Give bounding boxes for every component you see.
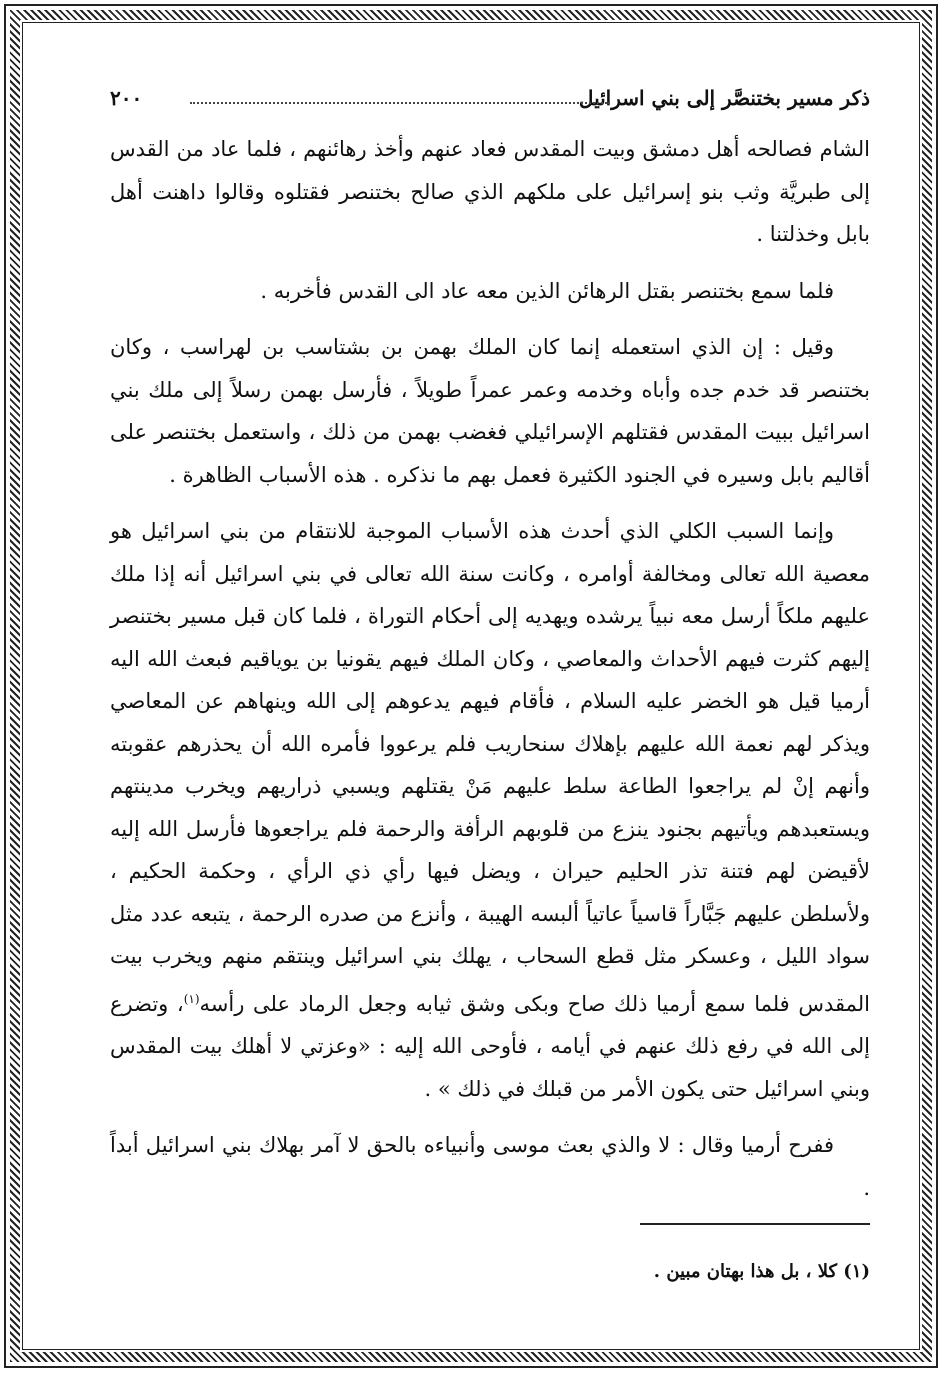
paragraph-2: فلما سمع بختنصر بقتل الرهائن الذين معه عاد الى القدس فأخربه . [260,278,834,303]
paragraph-4 [110,510,870,1110]
footnote-separator-holder [110,1223,870,1225]
footnote: (١) كلا ، بل هذا بهتان مبين . [653,1261,870,1282]
paragraph-4-continuation: ، وتضرع إلى الله في رفع ذلك عنهم في أيامه ، فأوحى الله إليه : «وعزتي لا أهلك بيت المقدس وبني اسرائيل حتى يكون الأمر من قبلك في ذلك » . [110,991,870,1101]
page-content [110,70,870,1320]
header-dotted-leader [190,102,610,104]
page-number: ٢٠٠ [110,86,143,110]
page-header [110,70,870,110]
paragraph-1: الشام فصالحه أهل دمشق وبيت المقدس فعاد عنهم وأخذ رهائنهم ، فلما عاد من القدس إلى طبريَّة وثب بنو إسرائيل على ملكهم الذي صالح بختنصر فقتلوه وقالوا داهنت أهل بابل وخذلتنا . [110,137,870,246]
main-text [110,128,870,1209]
paragraph-5: ففرح أرميا وقال : لا والذي بعث موسى وأنبياءه بالحق لا آمر بهلاك بني اسرائيل أبداً . [110,1133,870,1200]
paragraph-4-text: وإنما السبب الكلي الذي أحدث هذه الأسباب الموجبة للانتقام من بني اسرائيل هو معصية الله تعالى ومخالفة أوامره ، وكانت سنة الله تعالى في بني اسرائيل أنه إذا ملك عليهم ملكاً أرسل معه نبياً يرشده ويهديه إلى أحكام التوراة ، فلما كان قبل مسير بختنصر إليهم كثرت فيهم الأحداث والمعاصي ، وكان الملك فيهم يقونيا بن يوياقيم فبعث الله اليه أرميا قيل هو الخضر عليه السلام ، فأقام فيهم يدعوهم إلى الله وينهاهم عن المعاصي ويذكر لهم نعمة الله عليهم بإهلاك سنحاريب فلم يرعووا فأمره الله أن يحذرهم عقوبته وأنهم إنْ لم يراجعوا الطاعة سلط عليهم مَنْ يقتلهم ويسبي ذراريهم ويخرب مدينتهم ويستعبدهم ويأتيهم بجنود ينزع من قلوبهم الرأفة والرحمة فلم يراجعوها فأرسل الله إليه لأقيضن لهم فتنة تذر الحليم حيران ، ويضل فيها رأي ذي الرأي ، وحكمة الحكيم ، ولأسلطن عليهم جَبَّاراً قاسياً عاتياً ألبسه الهيبة ، وأنزع من صدره الرحمة ، يتبعه عدد مثل سواد الليل ، وعسكر مثل قطع السحاب ، يهلك بني اسرائيل وينتقم منهم ويخرب بيت المقدس فلما سمع أرميا ذلك صاح وبكى وشق ثيابه وجعل الرماد على رأسه [110,519,870,1016]
paragraph-3: وقيل : إن الذي استعمله إنما كان الملك بهمن بن بشتاسب بن لهراسب ، وكان بختنصر قد خدم جده وأباه وخدمه وعمر عمراً طويلاً ، فأرسل بهمن رسلاً إلى ملك بني اسرائيل ببيت المقدس فقتلهم الإسرائيلي فغضب بهمن من ذلك ، واستعمل بختنصر على أقاليم بابل وسيره في الجنود الكثيرة فعمل بهم ما نذكره . هذه الأسباب الظاهرة . [110,335,870,487]
running-title: ذكر مسير بختنصَّر إلى بني اسرائيل [578,86,870,110]
footnote-marker: (١) [183,991,200,1006]
footnote-separator [640,1223,870,1225]
